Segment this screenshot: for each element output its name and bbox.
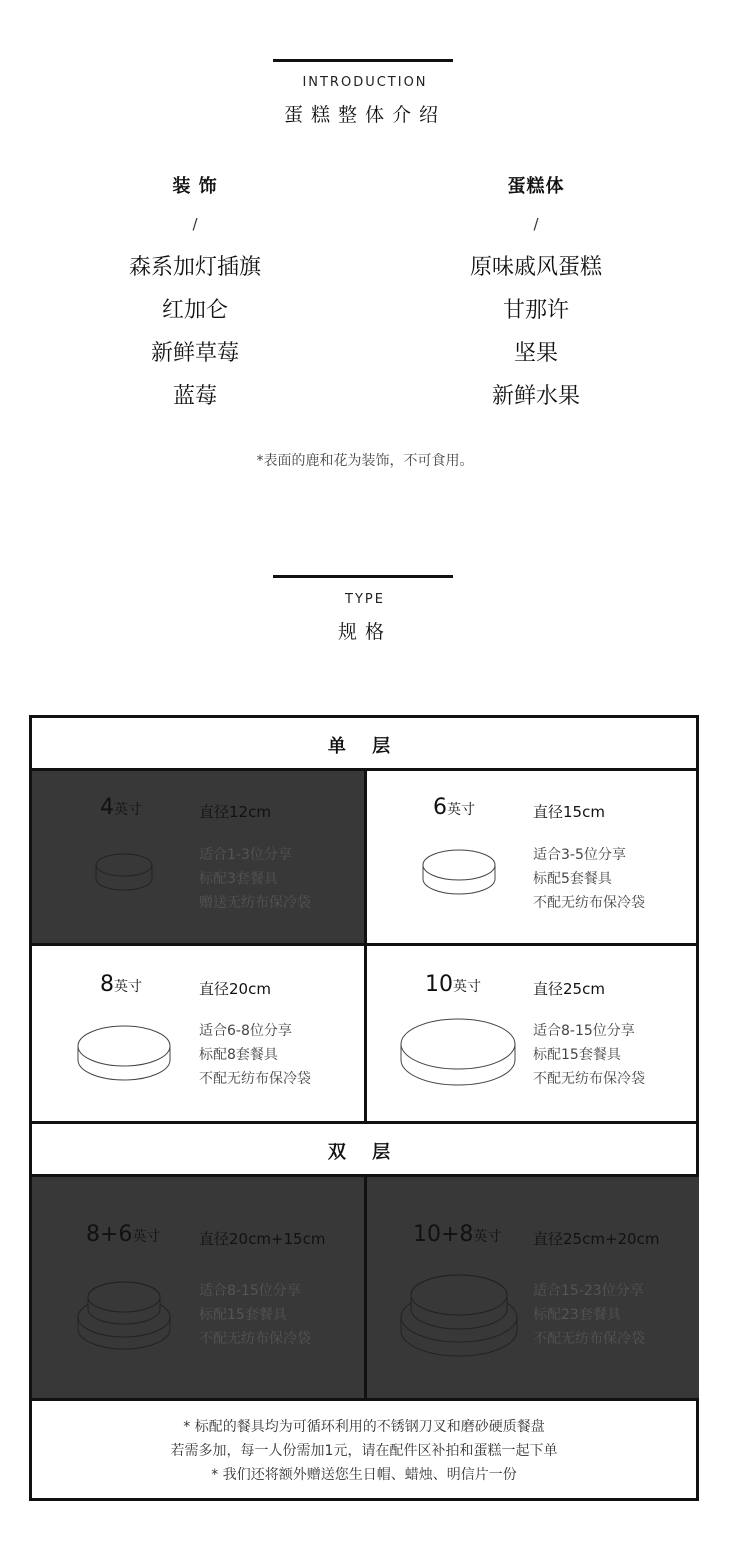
divider (32, 1398, 696, 1401)
footer-note: * 标配的餐具均为可循环利用的不锈钢刀叉和磨砂硬质餐盘 (183, 1419, 545, 1435)
diameter-label: 直径25cm+20cm (533, 1230, 660, 1248)
intro-top-rule (273, 59, 453, 62)
spec-cell-10-8in (367, 1177, 699, 1398)
size-label: 8英寸 (100, 972, 142, 997)
size-label: 4英寸 (100, 795, 142, 820)
cake-double-icon (76, 1277, 172, 1361)
divider (32, 1121, 696, 1124)
cake-body-item: 甘那许 (502, 298, 569, 323)
diameter-label: 直径20cm+15cm (199, 1230, 326, 1248)
type-top-rule (273, 575, 453, 578)
diameter-label: 直径25cm (533, 980, 605, 998)
diameter-label: 直径12cm (199, 803, 271, 821)
cake-single-icon (76, 1022, 172, 1090)
decoration-note: *表面的鹿和花为装饰，不可食用。 (256, 453, 474, 469)
cake-body-item: 新鲜水果 (491, 384, 580, 409)
cake-single-icon (94, 851, 154, 899)
size-label: 8+6英寸 (86, 1222, 161, 1247)
size-label: 6英寸 (433, 795, 475, 820)
single-layer-header: 单 层 (327, 736, 401, 757)
cell-info: 适合6-8位分享 标配8套餐具 不配无纺布保冷袋 (199, 1023, 311, 1087)
type-heading-zh: 规格 (337, 621, 392, 643)
decoration-slash: / (192, 215, 198, 233)
size-label: 10+8英寸 (413, 1222, 502, 1247)
cell-info: 适合8-15位分享 标配15套餐具 不配无纺布保冷袋 (533, 1023, 645, 1087)
cake-body-title: 蛋糕体 (507, 176, 565, 197)
spec-cell-10in (367, 946, 699, 1121)
size-label: 10英寸 (425, 972, 481, 997)
cell-info: 适合1-3位分享 标配3套餐具 赠送无纺布保冷袋 (199, 847, 311, 911)
spec-cell-8-6in (32, 1177, 364, 1398)
cake-single-icon (421, 847, 497, 903)
type-heading-en: TYPE (345, 592, 385, 607)
spec-cell-8in (32, 946, 364, 1121)
cell-info: 适合8-15位分享 标配15套餐具 不配无纺布保冷袋 (199, 1283, 311, 1347)
diameter-label: 直径15cm (533, 803, 605, 821)
decoration-title: 装 饰 (172, 176, 218, 197)
divider (364, 1177, 367, 1398)
spec-table (29, 715, 699, 1501)
cake-single-icon (399, 1016, 517, 1096)
decoration-column (45, 172, 345, 418)
decoration-item: 森系加灯插旗 (128, 255, 261, 280)
footer-note: * 我们还将额外赠送您生日帽、蜡烛、明信片一份 (211, 1467, 517, 1483)
spec-cell-4in (32, 771, 364, 943)
cake-body-column (386, 172, 686, 418)
decoration-item: 蓝莓 (172, 384, 217, 409)
spec-cell-6in (367, 771, 699, 943)
cake-double-icon (399, 1269, 519, 1367)
cake-body-item: 坚果 (513, 341, 558, 366)
diameter-label: 直径20cm (199, 980, 271, 998)
intro-heading-zh: 蛋糕整体介绍 (283, 104, 446, 126)
intro-heading-en: INTRODUCTION (302, 75, 428, 90)
double-layer-header: 双 层 (327, 1142, 401, 1163)
cake-body-item: 原味戚风蛋糕 (469, 255, 602, 280)
cell-info: 适合3-5位分享 标配5套餐具 不配无纺布保冷袋 (533, 847, 645, 911)
decoration-item: 新鲜草莓 (150, 341, 239, 366)
cell-info: 适合15-23位分享 标配23套餐具 不配无纺布保冷袋 (533, 1283, 645, 1347)
decoration-item: 红加仑 (161, 298, 228, 323)
cake-body-slash: / (533, 215, 539, 233)
footer-note: 若需多加，每一人份需加1元，请在配件区补拍和蛋糕一起下单 (170, 1443, 558, 1459)
